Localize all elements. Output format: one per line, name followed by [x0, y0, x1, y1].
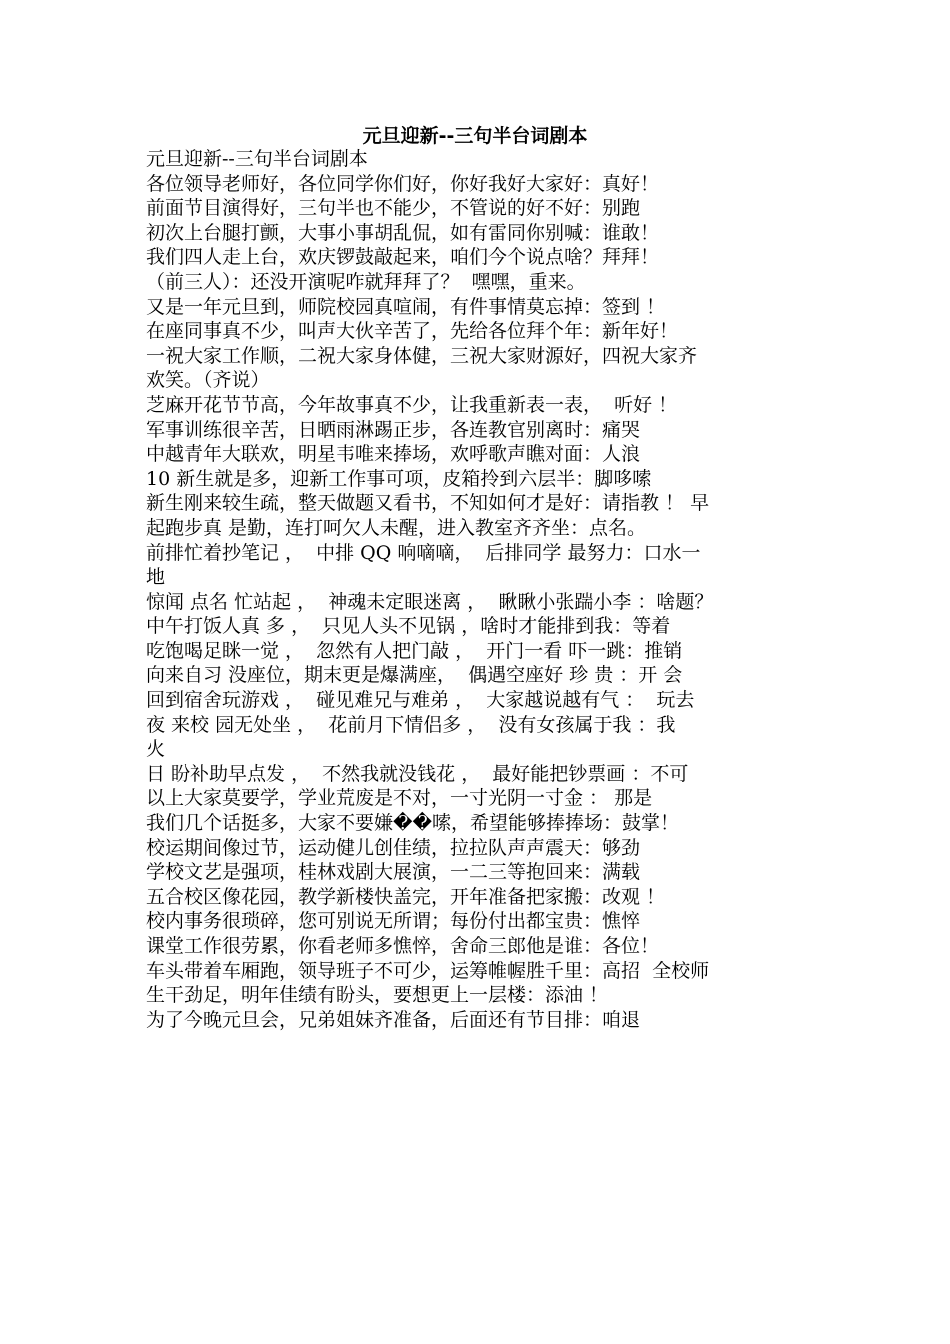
document-title: 元旦迎新--三句半台词剧本: [362, 125, 588, 147]
text-line: 为了今晚元旦会，兄弟姐妹齐准备，后面还有节目排：咱退: [146, 1008, 641, 1031]
text-line: 中午打饭人真 多 ， 只见人头不见锅 ，啥时才能排到我：等着: [146, 615, 671, 638]
text-line: 向来自习 没座位，期末更是爆满座， 偶遇空座好 珍 贵 ：开 会: [146, 664, 683, 687]
text-line: 欢笑。（齐说）: [146, 369, 270, 392]
text-line: 车头带着车厢跑，领导班子不可少，运筹帷幄胜千里：高招 全校师: [146, 959, 710, 982]
text-line: （前三人）：还没开演呢咋就拜拜了？ 嘿嘿，重来。: [146, 270, 586, 293]
text-line: 夜 来校 园无处坐 ， 花前月下情侣多 ， 没有女孩属于我 ：我: [146, 713, 676, 736]
text-line: 五合校区像花园，教学新楼快盖完，开年准备把家搬：改观 ！: [146, 885, 666, 908]
text-line: 惊闻 点名 忙站起 ， 神魂未定眼迷离 ， 瞅瞅小张踹小李 ：啥题？: [146, 590, 714, 613]
text-line: 校运期间像过节，运动健儿创佳绩，拉拉队声声震天：够劲: [146, 836, 641, 859]
text-line: 各位领导老师好，各位同学你们好，你好我好大家好：真好！: [146, 172, 660, 195]
text-line: 在座同事真不少，叫声大伙辛苦了，先给各位拜个年：新年好！: [146, 320, 679, 343]
text-line: 日 盼补助早点发 ， 不然我就没钱花 ， 最好能把钞票画 ：不可: [146, 762, 689, 785]
text-line: 前排忙着抄笔记 ， 中排 QQ 响嘀嘀， 后排同学 最努力：口水一: [146, 541, 701, 564]
document-body: [146, 147, 811, 1032]
text-line: 前面节目演得好，三句半也不能少，不管说的好不好：别跑: [146, 197, 641, 220]
text-line: 元旦迎新--三句半台词剧本: [146, 148, 368, 170]
text-line: 新生刚来较生疏，整天做题又看书，不知如何才是好：请指教 ！ 早: [146, 492, 710, 515]
text-line: 以上大家莫要学，学业荒废是不对，一寸光阴一寸金 ： 那是: [146, 787, 653, 810]
text-line: 校内事务很琐碎，您可别说无所谓；每份付出都宝贵：憔悴: [146, 910, 641, 933]
text-line: 我们几个话挺多，大家不要嫌��嗦，希望能够捧捧场：鼓掌！: [146, 812, 679, 835]
text-line: 生干劲足，明年佳绩有盼头，要想更上一层楼：添油 ！: [146, 984, 609, 1007]
text-line: 一祝大家工作顺，二祝大家身体健，三祝大家财源好，四祝大家齐: [146, 344, 698, 367]
text-line: 课堂工作很劳累，你看老师多憔悴，舍命三郎他是谁：各位！: [146, 935, 660, 957]
text-line: 起跑步真 是勤，连打呵欠人未醒，进入教室齐齐坐：点名。: [146, 516, 647, 539]
text-line: 初次上台腿打颤，大事小事胡乱侃，如有雷同你别喊：谁敢！: [146, 221, 660, 244]
text-line: 芝麻开花节节高，今年故事真不少，让我重新表一表， 听好 ！: [146, 393, 678, 416]
text-line: 中越青年大联欢，明星韦唯来捧场，欢呼歌声瞧对面：人浪: [146, 443, 641, 466]
text-line: 回到宿舍玩游戏 ， 碰见难兄与难弟 ， 大家越说越有气 ： 玩去: [146, 689, 695, 712]
text-line: 军事训练很辛苦，日晒雨淋踢正步，各连教官别离时：痛哭: [146, 418, 641, 441]
text-line: 学校文艺是强项，桂林戏剧大展演，一二三等抱回来：满载: [146, 861, 641, 884]
text-line: 我们四人走上台，欢庆锣鼓敲起来，咱们今个说点啥？拜拜！: [146, 246, 660, 269]
text-line: 地: [146, 566, 166, 589]
text-line: 10 新生就是多，迎新工作事可项，皮箱拎到六层半：脚哆嗦: [146, 467, 652, 490]
text-line: 火: [146, 738, 166, 761]
text-line: 又是一年元旦到，师院校园真喧闹，有件事情莫忘掉：签到 ！: [146, 295, 666, 318]
text-line: 吃饱喝足眯一觉 ， 忽然有人把门敲 ， 开门一看 吓一跳：推销: [146, 639, 683, 662]
